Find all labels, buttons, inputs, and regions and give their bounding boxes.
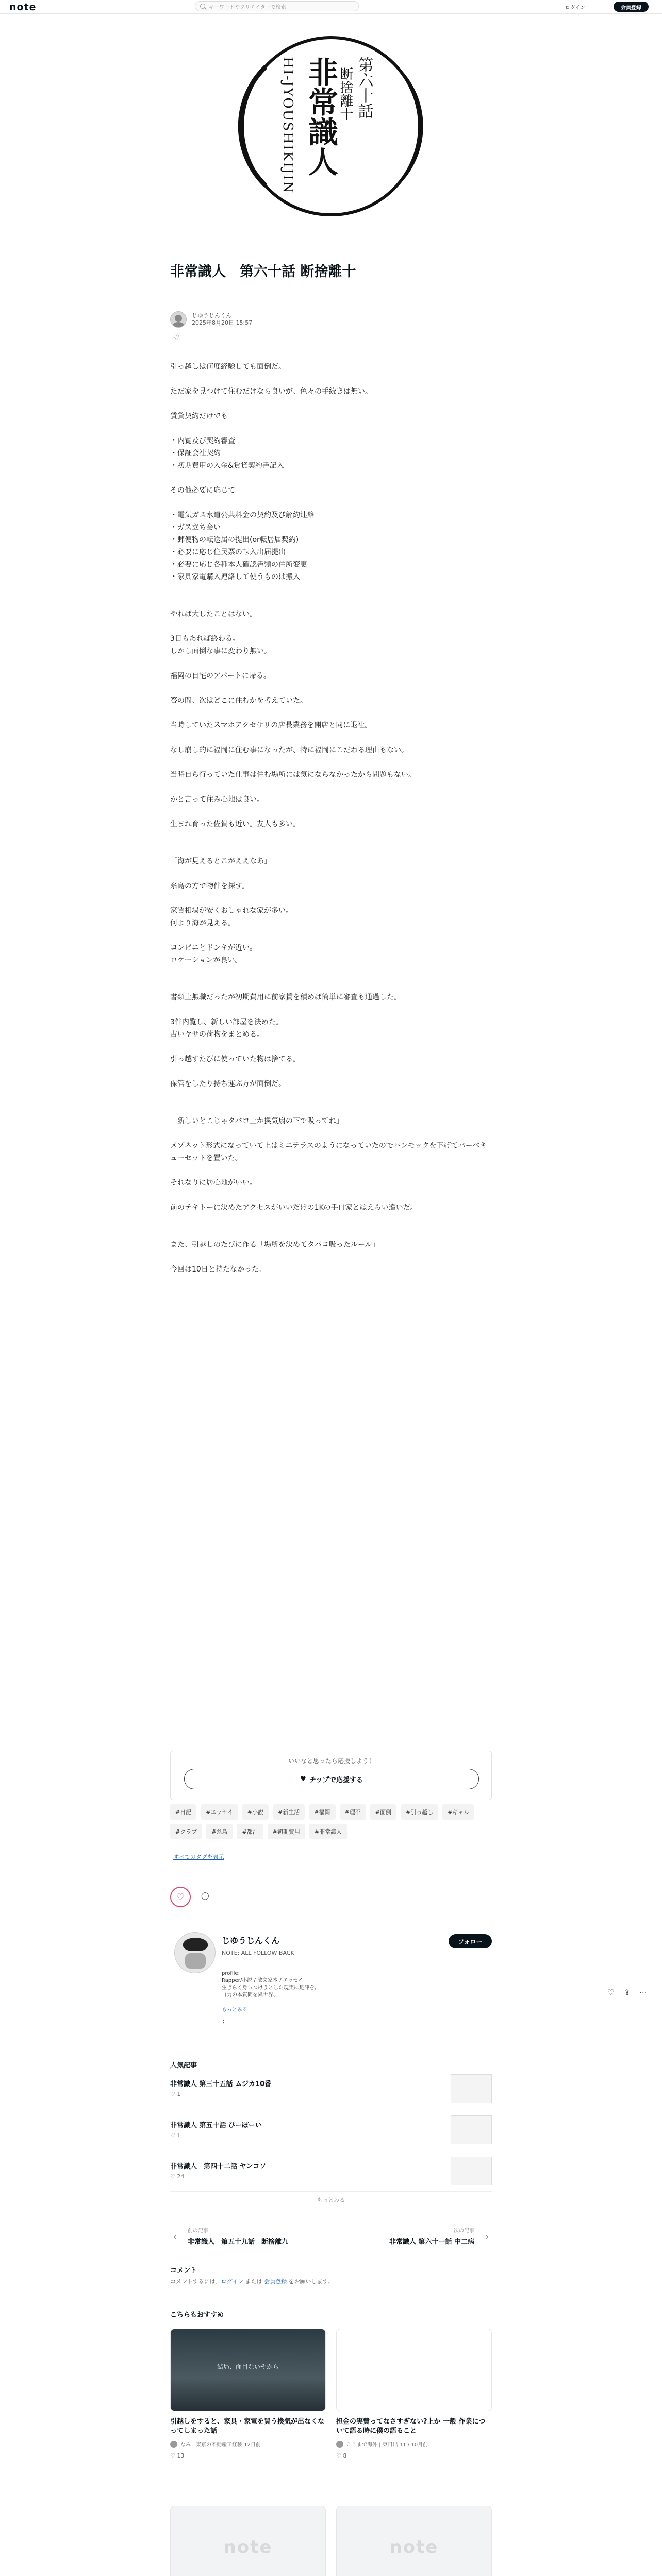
body-paragraph: 引っ越しは何度経験しても面倒だ。 — [170, 363, 286, 371]
header — [0, 0, 662, 14]
tag-chip[interactable]: #引っ越し — [401, 1804, 438, 1820]
like-count: 8 — [343, 2452, 347, 2459]
body-paragraph: ・電気ガス水道公共料金の契約及び解約連絡 — [170, 511, 315, 519]
all-tags-link[interactable]: すべてのタグを表示 — [173, 1854, 224, 1860]
paragraph-spacer — [170, 1041, 492, 1053]
popular-item[interactable] — [170, 2114, 492, 2150]
article-author[interactable] — [170, 309, 252, 330]
author-avatar — [170, 2441, 177, 2448]
heart-icon[interactable]: ♡ — [170, 2452, 177, 2459]
recommended-title[interactable]: 担金の実費ってなさすぎない?上か 一般 作業について語る時に僕の語ること — [336, 2418, 486, 2435]
hero-artwork — [170, 36, 492, 216]
tag-chip[interactable]: #糸島 — [206, 1824, 233, 1839]
prev-label: 前の記事 — [188, 2228, 208, 2234]
prev-article-link[interactable] — [188, 2226, 288, 2246]
menu-icon[interactable]: ⋯ — [639, 1988, 647, 1997]
creator-card — [170, 1924, 492, 2037]
recommended-thumbnail[interactable] — [170, 2506, 326, 2576]
tag-chip[interactable]: #新生活 — [273, 1804, 305, 1820]
next-article-link[interactable] — [389, 2226, 474, 2246]
creator-more-link[interactable]: もっとみる — [222, 2007, 247, 2013]
recommended-card[interactable] — [170, 2329, 326, 2496]
rss-icon[interactable]: ⌇ — [222, 2018, 225, 2025]
paragraph-spacer — [170, 1214, 492, 1226]
recommended-author[interactable] — [336, 2440, 428, 2448]
paragraph-spacer — [170, 1065, 492, 1078]
tag-chip[interactable]: #クラブ — [170, 1824, 202, 1839]
hero-romaji: HI-JYOUSHIKIJIN — [280, 57, 295, 194]
body-paragraph: 前のテキトーに決めたアクセスがいいだけの1Kの手口家とはえらい違いだ。 — [170, 1204, 418, 1212]
popular-item[interactable] — [170, 2156, 492, 2192]
comment-login-link[interactable]: ログイン — [221, 2278, 244, 2285]
body-paragraph: かと言って住み心地は良い。 — [170, 795, 264, 804]
body-paragraph: 当時自ら行っていた仕事は住む場所には気にならなかったから問題もない。 — [170, 771, 416, 779]
creator-avatar[interactable] — [174, 1932, 216, 1973]
article-nav — [170, 2221, 492, 2253]
body-paragraph: 当時していたスマホアクセサリの店長業務を開店と同に退社。 — [170, 721, 372, 730]
recommended-stats — [336, 2452, 346, 2459]
action-row — [170, 1886, 492, 1906]
creator-bio: profile: Rapper/小説 / 散文家本 / エッセイ 生きらく身ぃつけうとした現実に足評を。 自力の本質問を異世界、 — [222, 1971, 320, 1998]
note-placeholder-logo: note — [223, 2537, 273, 2557]
comment-icon[interactable]: ◯ — [201, 1892, 209, 1900]
body-paragraph: 何より海が見える。 — [170, 919, 235, 927]
popular-item[interactable] — [170, 2073, 492, 2109]
hero-title: 非常識人 — [303, 57, 338, 176]
paragraph-spacer — [170, 1127, 492, 1140]
tag-chip[interactable]: #小説 — [242, 1804, 269, 1820]
article-body — [170, 361, 492, 1276]
paragraph-spacer — [170, 929, 492, 942]
author-avatar[interactable] — [170, 311, 187, 328]
tip-heart-icon: ♥ — [300, 1775, 306, 1783]
body-paragraph: 糸島の方で物件を探す。 — [170, 882, 249, 890]
comment-heading: コメント — [170, 2267, 197, 2275]
paragraph-spacer — [170, 1004, 492, 1016]
comment-signup-link[interactable]: 会員登録 — [264, 2278, 287, 2285]
body-paragraph: なし崩し的に福岡に住む事になったが、特に福岡にこだわる理由もない。 — [170, 746, 408, 754]
support-lead: いいなと思ったら応援しよう！ — [288, 1757, 375, 1765]
paragraph-spacer — [170, 781, 492, 793]
paragraph-spacer — [170, 657, 492, 670]
recommended-card[interactable] — [170, 2506, 326, 2576]
body-paragraph: しかし面倒な事に変わり無い。 — [170, 647, 271, 655]
next-title: 非常識人 第六十一話 中二病 — [389, 2238, 474, 2246]
popular-item-title[interactable]: 非常識人 第四十二話 ヤンコソ — [170, 2163, 267, 2171]
body-paragraph: 生まれ育った佐賀も近い。友人も多い。 — [170, 820, 300, 828]
popular-item-likes: ♡ 1 — [170, 2132, 181, 2139]
next-label: 次の記事 — [454, 2228, 474, 2234]
body-paragraph: 3件内覧し、新しい部屋を決めた。 — [170, 1018, 283, 1026]
tag-list — [170, 1804, 492, 1839]
search-input[interactable] — [195, 1, 359, 11]
body-paragraph: ・郵便物の転送届の提出(or転居届契約) — [170, 536, 299, 544]
creator-name[interactable]: じゆうじんくん — [222, 1936, 280, 1945]
author-avatar — [336, 2441, 343, 2448]
recommended-card[interactable] — [336, 2506, 492, 2576]
recommended-stats — [170, 2452, 184, 2459]
tag-chip[interactable]: #日記 — [170, 1804, 196, 1820]
body-paragraph: 保管をしたり持ち運ぶ方が面倒だ。 — [170, 1080, 286, 1088]
paragraph-spacer — [170, 806, 492, 818]
body-paragraph: ただ家を見つけて住むだけなら良いが、色々の手続きは無い。 — [170, 387, 372, 396]
paragraph-spacer — [170, 967, 492, 979]
search-icon — [200, 4, 205, 9]
support-box — [170, 1751, 492, 1800]
follow-button[interactable]: フォロー — [449, 1934, 492, 1948]
paragraph-spacer — [170, 756, 492, 769]
body-paragraph: 今回は10日と持たなかった。 — [170, 1265, 266, 1274]
tag-chip[interactable]: #エッセイ — [201, 1804, 238, 1820]
recommended-author-name: ここまで海外 | 東日出 11 / 10月前 — [346, 2442, 428, 2448]
recommended-thumbnail[interactable] — [336, 2506, 492, 2576]
paragraph-spacer — [170, 373, 492, 385]
tag-chip[interactable]: #都汁 — [237, 1824, 263, 1839]
recommended-author-name: なみ 東京の不動産工経験 12日前 — [180, 2442, 261, 2448]
recommended-heading: こちらもおすすめ — [170, 2311, 224, 2319]
tag-chip[interactable]: #福岡 — [309, 1804, 335, 1820]
share-icon[interactable]: ⇪ — [624, 1988, 631, 1997]
body-paragraph: 答の間、次はどこに住むかを考えていた。 — [170, 697, 307, 705]
popular-item-likes: ♡ 1 — [170, 2091, 181, 2097]
popular-heading: 人気記事 — [170, 2062, 197, 2070]
article-date: 2025年8月20日 15:57 — [192, 319, 253, 326]
paragraph-spacer — [170, 422, 492, 435]
hero-subtitle2: 断捨離十 — [338, 67, 353, 121]
paragraph-spacer — [170, 732, 492, 744]
recommended-author[interactable] — [170, 2440, 261, 2448]
body-paragraph: メゾネット形式になっていて上はミニテラスのようになっていたのでハンモックを下げてバーベキューセットを置いた。 — [170, 1142, 487, 1162]
signup-button[interactable]: 会員登録 — [614, 2, 649, 12]
note-placeholder-logo: note — [389, 2537, 439, 2557]
body-paragraph: その他必要に応じて — [170, 486, 235, 495]
body-paragraph: 書類上無職だったが初期費用に前家賃を積めば簡単に審査も通過した。 — [170, 993, 401, 1002]
body-paragraph: ・必要に応じ各種本人確認書類の住所変更 — [170, 561, 307, 569]
prev-title: 非常識人 第五十九話 断捨離九 — [188, 2238, 289, 2246]
popular-item-thumbnail[interactable] — [451, 2115, 492, 2144]
paragraph-spacer — [170, 831, 492, 843]
tip-button-label: チップで応援する — [309, 1776, 363, 1784]
hero-subtitle: 第六十話 — [355, 57, 373, 118]
body-paragraph: 家賃相場が安くおしゃれな家が多い。 — [170, 907, 293, 915]
paragraph-spacer — [170, 583, 492, 596]
login-link[interactable]: ログイン — [565, 5, 586, 11]
paragraph-spacer — [170, 979, 492, 991]
paragraph-spacer — [170, 1164, 492, 1177]
chevron-left-icon[interactable]: ‹ — [173, 2231, 177, 2242]
heart-icon[interactable]: ♡ — [173, 334, 180, 342]
body-paragraph: 3日もあれば終わる。 — [170, 635, 240, 643]
recommended-title[interactable]: 引越しをすると、家具・家電を買う換気が出なくなってしまった話 — [170, 2418, 325, 2435]
body-paragraph: 「海が見えるとこがええなあ」 — [170, 857, 271, 866]
body-paragraph: それなりに居心地がいい。 — [170, 1179, 257, 1187]
hero-image — [170, 36, 492, 216]
recommended-thumbnail[interactable] — [170, 2329, 326, 2411]
popular-item-thumbnail[interactable] — [451, 2074, 492, 2103]
body-paragraph: ・内覧及び契約審査 — [170, 437, 235, 445]
body-paragraph: 「新しいとこじゃタバコ上か換気扇の下で吸ってね」 — [170, 1117, 343, 1125]
creator-subtitle: NOTE: ALL FOLLOW BACK — [222, 1950, 294, 1956]
popular-more-link[interactable]: もっとみる — [317, 2197, 345, 2204]
paragraph-spacer — [170, 472, 492, 484]
popular-item-title[interactable]: 非常識人 第五十話 ぴーぽーい — [170, 2122, 262, 2129]
paragraph-spacer — [170, 497, 492, 509]
paragraph-spacer — [170, 868, 492, 880]
tag-chip[interactable]: #面倒 — [370, 1804, 396, 1820]
tag-chip[interactable]: #理不 — [340, 1804, 366, 1820]
body-paragraph: また、引越しのたびに作る「場所を決めてタバコ吸ったルール」 — [170, 1241, 379, 1249]
paragraph-spacer — [170, 892, 492, 905]
paragraph-spacer — [170, 682, 492, 694]
thumbnail-caption: 結局、面目ないやから — [217, 2363, 279, 2370]
body-paragraph: ・ガス立ち会い — [170, 523, 221, 532]
paragraph-spacer — [170, 398, 492, 410]
body-paragraph: やれば大したことはない。 — [170, 610, 257, 618]
paragraph-spacer — [170, 596, 492, 608]
tag-chip[interactable]: #非常識人 — [309, 1824, 347, 1839]
paragraph-spacer — [170, 1103, 492, 1115]
recommended-card[interactable] — [336, 2329, 492, 2496]
heart-icon[interactable]: ♡ — [336, 2452, 343, 2459]
paragraph-spacer — [170, 1189, 492, 1201]
popular-item-title[interactable]: 非常識人 第三十五話 ムジカ10番 — [170, 2080, 272, 2088]
paragraph-spacer — [170, 1251, 492, 1263]
popular-item-thumbnail[interactable] — [451, 2157, 492, 2185]
body-paragraph: ・保証会社契約 — [170, 449, 221, 457]
body-paragraph: 引っ越すたびに使っていた物は捨てる。 — [170, 1055, 300, 1063]
like-button[interactable]: ♡ — [170, 1887, 191, 1907]
body-paragraph: ・家具家電購入連絡して使うものは搬入 — [170, 573, 300, 581]
like-count: 13 — [177, 2452, 185, 2459]
recommended-thumbnail[interactable] — [336, 2329, 492, 2411]
popular-item-likes: ♡ 24 — [170, 2173, 185, 2180]
body-paragraph: ロケーションが良い。 — [170, 956, 242, 964]
tag-chip[interactable]: #ギャル — [442, 1804, 474, 1820]
tip-button[interactable] — [184, 1769, 479, 1789]
body-paragraph: ・必要に応じ住民票の転入出届提出 — [170, 548, 286, 556]
chevron-right-icon[interactable]: › — [485, 2231, 489, 2242]
comment-login-prompt: コメントするには、ログイン または 会員登録 をお願いします。 — [170, 2278, 334, 2285]
paragraph-spacer — [170, 843, 492, 855]
body-paragraph: 賃貸契約だけでも — [170, 412, 228, 420]
paragraph-spacer — [170, 707, 492, 719]
author-name[interactable]: じゆうじんくん — [192, 312, 231, 319]
article-title: 非常識人 第六十話 断捨離十 — [170, 264, 356, 280]
paragraph-spacer — [170, 1090, 492, 1103]
body-paragraph: コンビニとドンキが近い。 — [170, 944, 257, 952]
heart-outline-icon[interactable]: ♡ — [607, 1988, 615, 1997]
body-paragraph: 古いヤサの荷物をまとめる。 — [170, 1030, 264, 1039]
body-paragraph: ・初期費用の入金&賃貸契約書記入 — [170, 462, 284, 470]
paragraph-spacer — [170, 620, 492, 633]
search-placeholder: キーワードやクリエイターで検索 — [209, 4, 286, 10]
body-paragraph: 福岡の自宅のアパートに帰る。 — [170, 672, 271, 680]
paragraph-spacer — [170, 1226, 492, 1239]
tag-chip[interactable]: #初期費用 — [268, 1824, 305, 1839]
note-logo[interactable]: note — [9, 2, 37, 13]
